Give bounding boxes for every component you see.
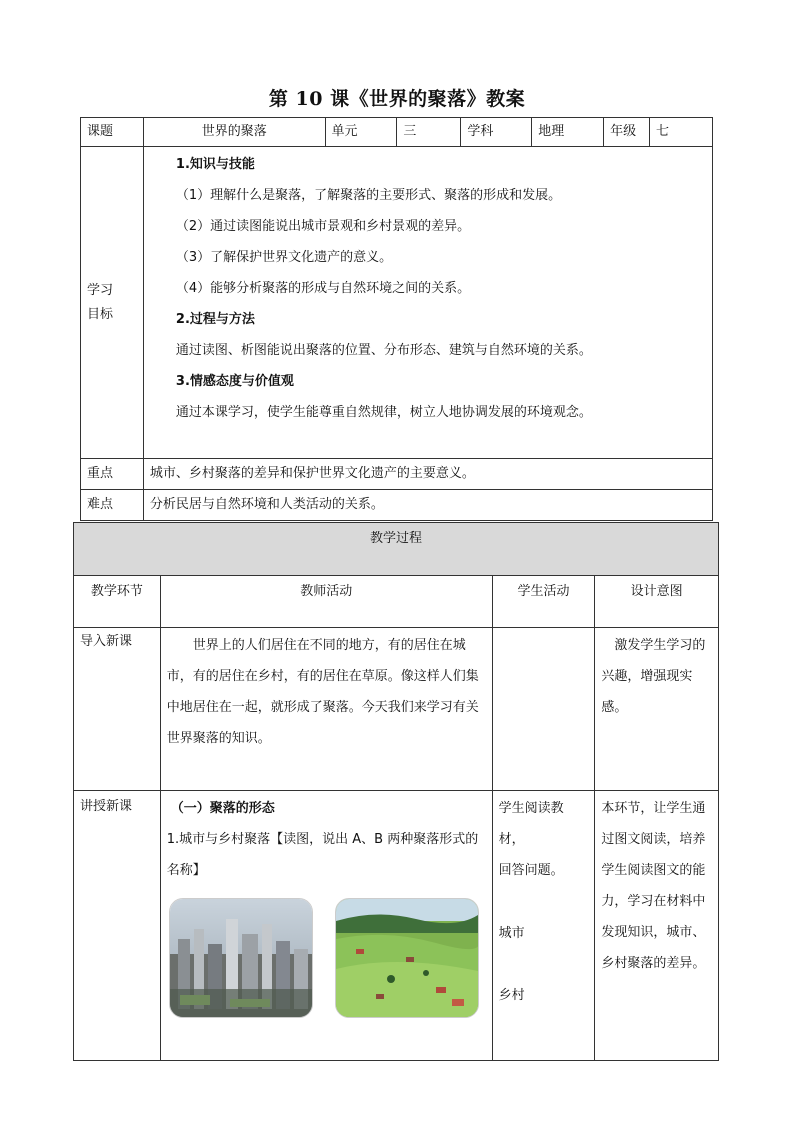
subject-label: 学科 <box>461 118 532 147</box>
photo-row <box>167 898 486 1018</box>
column-student: 学生活动 <box>492 576 595 628</box>
intent-intro: 激发学生学习的兴趣，增强现实感。 <box>595 628 719 791</box>
objective-item-3: （3）了解保护世界文化遗产的意义。 <box>175 250 393 265</box>
objectives-body <box>143 147 712 459</box>
stage-new-lesson: 讲授新课 <box>74 791 161 1061</box>
unit-value: 三 <box>397 118 461 147</box>
objective-item-4: （4）能够分析聚落的形成与自然环境之间的关系。 <box>175 281 471 296</box>
column-intent: 设计意图 <box>595 576 719 628</box>
student-intro <box>492 628 595 791</box>
difficult-point-text: 分析民居与自然环境和人类活动的关系。 <box>143 490 712 521</box>
topic-label: 课题 <box>81 118 144 147</box>
grade-label: 年级 <box>604 118 650 147</box>
objective-heading-process: 2.过程与方法 <box>175 312 255 327</box>
teacher-new-lesson <box>160 791 492 1061</box>
student-read-line2: 回答问题。 <box>498 863 564 878</box>
objectives-label-line1: 学习 <box>87 282 114 298</box>
objective-heading-knowledge: 1.知识与技能 <box>175 157 255 172</box>
difficult-point-label: 难点 <box>81 490 144 521</box>
student-answer-city: 城市 <box>498 926 525 941</box>
village-photo <box>335 898 479 1018</box>
document-title: 第 10 课《世界的聚落》教案 <box>268 88 526 110</box>
key-point-label: 重点 <box>81 459 144 490</box>
student-answer-village: 乡村 <box>498 988 525 1003</box>
column-teacher: 教师活动 <box>160 576 492 628</box>
teacher-intro: 世界上的人们居住在不同的地方，有的居住在城市，有的居住在乡村，有的居住在草原。像这样人们集中地居住在一起，就形成了聚落。今天我们来学习有关世界聚落的知识。 <box>160 628 492 791</box>
task-city-village: 1.城市与乡村聚落【读图，说出 A、B 两种聚落形式的名称】 <box>166 832 479 878</box>
teaching-process-table <box>73 522 719 1061</box>
student-new-lesson <box>492 791 595 1061</box>
grade-value: 七 <box>650 118 713 147</box>
objective-item-1: （1）理解什么是聚落，了解聚落的主要形式、聚落的形成和发展。 <box>175 188 562 203</box>
city-photo <box>169 898 313 1018</box>
key-point-text: 城市、乡村聚落的差异和保护世界文化遗产的主要意义。 <box>143 459 712 490</box>
process-header: 教学过程 <box>74 523 719 576</box>
column-stage: 教学环节 <box>74 576 161 628</box>
objective-item-attitude: 通过本课学习，使学生能尊重自然规律，树立人地协调发展的环境观念。 <box>175 405 592 420</box>
objective-item-process: 通过读图、析图能说出聚落的位置、分布形态、建筑与自然环境的关系。 <box>175 343 592 358</box>
stage-intro: 导入新课 <box>74 628 161 791</box>
objective-heading-attitude: 3.情感态度与价值观 <box>175 374 294 389</box>
topic-value: 世界的聚落 <box>143 118 325 147</box>
section-heading-forms: （一）聚落的形态 <box>170 801 275 816</box>
objective-item-2: （2）通过读图能说出城市景观和乡村景观的差异。 <box>175 219 471 234</box>
unit-label: 单元 <box>325 118 397 147</box>
objectives-label <box>81 147 144 459</box>
subject-value: 地理 <box>532 118 604 147</box>
intent-new-lesson: 本环节，让学生通过图文阅读，培养学生阅读图文的能力，学习在材料中发现知识，城市、乡村聚落的差异。 <box>595 791 719 1061</box>
lesson-info-table <box>80 117 713 521</box>
objectives-label-line2: 目标 <box>87 306 114 322</box>
student-read-line1: 学生阅读教材， <box>498 801 564 847</box>
